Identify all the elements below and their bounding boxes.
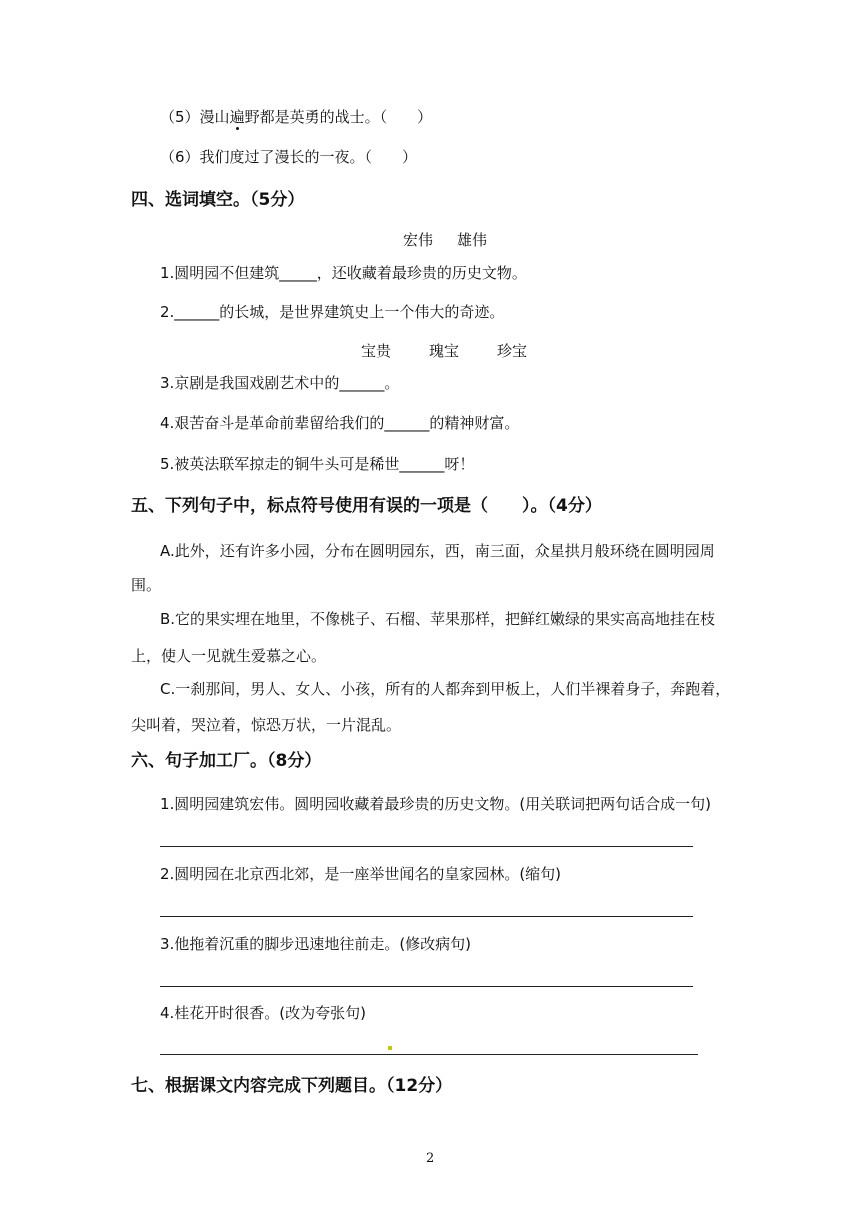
s3-item-5-lead: 漫山 xyxy=(199,108,230,126)
s6-q2-answer-line[interactable] xyxy=(160,916,693,917)
s4-q2: 2.______的长城，是世界建筑史上一个伟大的奇迹。 xyxy=(160,303,505,321)
s4-q4: 4.艰苦奋斗是革命前辈留给我们的______的精神财富。 xyxy=(160,414,520,432)
s5-option-b-line2: 上，使人一见就生爱慕之心。 xyxy=(131,647,327,665)
s4-word-option: 雄伟 xyxy=(457,231,488,249)
s4-word-option: 珍宝 xyxy=(497,342,528,360)
s3-item-6: （6）我们度过了漫长的一夜。（ ） xyxy=(160,148,418,166)
s5-option-a-line1: A.此外，还有许多小园，分布在圆明园东，西，南三面，众星拱月般环绕在圆明园周 xyxy=(160,542,715,560)
s4-q3: 3.京剧是我国戏剧艺术中的______。 xyxy=(160,374,400,392)
s4-q1: 1.圆明园不但建筑_____，还收藏着最珍贵的历史文物。 xyxy=(160,264,527,282)
anchor-marker xyxy=(388,1046,392,1050)
s6-q2: 2.圆明园在北京西北郊，是一座举世闻名的皇家园林。(缩句) xyxy=(160,865,562,883)
s5-option-c-line2: 尖叫着，哭泣着，惊恐万状，一片混乱。 xyxy=(131,716,402,734)
s4-heading: 四、选词填空。（5分） xyxy=(131,190,305,210)
s5-heading: 五、下列句子中，标点符号使用有误的一项是（ ）。（4分） xyxy=(131,496,602,516)
s3-item-5-rest: 野都是英勇的战士。（ ） xyxy=(244,108,433,126)
s4-word-option: 宝贵 xyxy=(361,342,392,360)
s4-word-group-2 xyxy=(361,341,527,361)
s5-option-c-line1: C.一刹那间，男人、女人、小孩，所有的人都奔到甲板上，人们半裸着身子，奔跑着， xyxy=(160,680,731,698)
s4-word-option: 瑰宝 xyxy=(429,342,460,360)
page-number: 2 xyxy=(426,1151,435,1166)
s4-word-group-1 xyxy=(403,230,487,250)
s6-q4-answer-line[interactable] xyxy=(160,1054,698,1055)
s4-word-option: 宏伟 xyxy=(403,231,434,249)
s5-option-a-line2: 围。 xyxy=(131,576,162,594)
s6-q3-answer-line[interactable] xyxy=(160,986,693,987)
s3-item-5-emphasized-char: 遍 xyxy=(229,108,245,126)
s6-heading: 六、句子加工厂。（8分） xyxy=(131,751,322,771)
s4-q5: 5.被英法联军掠走的铜牛头可是稀世______呀！ xyxy=(160,455,475,473)
s6-q1-answer-line[interactable] xyxy=(160,846,693,847)
s5-option-b-line1: B.它的果实埋在地里，不像桃子、石榴、苹果那样，把鲜红嫩绿的果实高高地挂在枝 xyxy=(160,610,716,628)
s6-q1: 1.圆明园建筑宏伟。圆明园收藏着最珍贵的历史文物。(用关联词把两句话合成一句) xyxy=(160,795,712,813)
s7-heading: 七、根据课文内容完成下列题目。（12分） xyxy=(131,1076,453,1096)
s3-item-5-prefix: （5） xyxy=(160,108,200,126)
s3-item-5 xyxy=(160,107,432,127)
s6-q3: 3.他拖着沉重的脚步迅速地往前走。(修改病句) xyxy=(160,935,472,953)
s6-q4: 4.桂花开时很香。(改为夸张句) xyxy=(160,1004,367,1022)
